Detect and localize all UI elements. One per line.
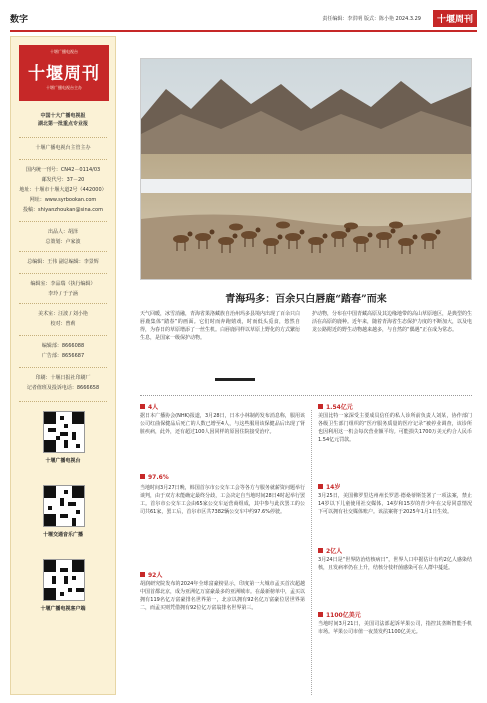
sidebar: [10, 36, 116, 695]
printer: 印刷：十堰日报社印刷厂: [35, 375, 91, 381]
masthead: [19, 45, 109, 101]
brief-heading: 97.6%: [140, 474, 169, 481]
qr-code-icon: [44, 486, 84, 526]
brief-heading: 14岁: [318, 482, 340, 491]
phone-editorial: 编辑部：8666088: [41, 343, 85, 349]
brief-text: 胡润研究院发布的2024年全球富豪榜显示，印度第一大城市孟买首次超越中国首都北京，成为亚洲亿万富豪最多的亚洲城市。在最新榜单中，孟买以拥有119名亿万富豪排名世界第一，北京以拥有92名亿万富豪位居世界第二，而孟买则凭借拥有92位亿万富翁排名世界第三。: [140, 581, 305, 611]
divider: [19, 251, 107, 252]
brief-heading: 4人: [140, 402, 158, 411]
address: 地址：十堰市十堰大道2号（442000）: [19, 187, 107, 193]
masthead-tiny: 十堰广播电视台主办: [46, 85, 82, 90]
qr-label: 十堰广播电视客户端: [40, 606, 86, 612]
masthead-small: 十堰广播电视台: [50, 49, 78, 54]
proofreader: 校对：曾莉: [50, 321, 76, 327]
phone-ads: 广告部：8656687: [41, 353, 85, 359]
brief-heading: 1.54亿元: [318, 402, 353, 411]
brief-text: 3月25日，美国佛罗里达州州长罗恩·德桑蒂斯签署了一项法案，禁止14岁以下儿童使用社交媒体，14岁和15岁的青少年在父母同意情况下可以拥有社交媒体账户。该法案将于2025年1月1日生效。: [318, 493, 472, 515]
qr-label: 十堰交通音乐广播: [42, 532, 83, 538]
art-room: 美术室：汪波 / 刘小艳: [38, 311, 88, 317]
column-divider: [311, 410, 312, 695]
editor-meta: 责任编辑：李洪明 版式：陈小艳 2024.3.29: [322, 16, 421, 22]
divider: [19, 159, 107, 160]
slogan-line-2: 湖北第一批重点专业报: [37, 121, 88, 127]
qr-label: 十堰广播电视台: [45, 458, 81, 464]
header-brand: 十堰周刊: [433, 10, 477, 27]
brief-heading: 2亿人: [318, 546, 342, 555]
divider: [19, 273, 107, 274]
sponsor: 十堰广播电视台主管主办: [35, 145, 91, 151]
editors: 李玲 / 于子涵: [48, 291, 78, 297]
page-header: [10, 8, 477, 32]
brief-text: 美国比特一家深受主要成员信任的私人诊所前负责人刘某，协作部门各级卫生部门组织的“医疗服务质量的医疗记录”被停业调查，该诊所也因利用这一机会每次营业额平均。可能损失1700万美元约合人民币1.54亿元罚款。: [318, 413, 472, 443]
qr-code-icon: [44, 560, 84, 600]
deer-herd-image: [141, 59, 471, 279]
editing-room: 编辑室：李品瑞（执行编辑）: [30, 281, 96, 287]
divider: [19, 303, 107, 304]
masthead-title: 十堰周刊: [28, 64, 100, 84]
brief-text: 据日本广播协会(NHK)报道，3月28日，日本小林制药发布消息称，服用该公司红曲保健品后死亡的人数已增至4人，与这些服用该保健品后出现了肾脏疾病，此外，还有超过100人因同样的原因住院接受治疗。: [140, 413, 305, 435]
postal-code: 邮发代号：37－20: [41, 177, 85, 183]
website: 网址：www.syrbookan.com: [29, 197, 97, 203]
qr-code: [43, 485, 85, 527]
brief-heading: 1100亿美元: [318, 610, 361, 619]
article-col-1: 天气回暖，冰雪消融，青海省果洛藏族自治州玛多县境内出现了百余只白唇鹿集体“踏春”的画面。它们时而奔跑嬉戏，时而低头觅食，悠然自得，为春日的草原增添了一丝生机。白唇鹿同样以草原上野化的方式繁衍生息，是国家一级保护动物。: [140, 311, 300, 341]
brief-text: 当地时间3月21日，美国司法部起诉苹果公司，指控其垄断智能手机市场。苹果公司市值一夜蒸发约1100亿美元。: [318, 621, 472, 635]
title-underline: [215, 378, 255, 381]
deer-photo: [140, 58, 472, 280]
brief-text: 3月24日是“世界防治结核病日”，世界人口中据估计有约2亿人感染结核，且发病率仍在上升，结核分枝杆菌感染可在人群中蔓延。: [318, 557, 472, 571]
divider: [19, 401, 107, 402]
qr-code: [43, 411, 85, 453]
brief-text: 当地时间3月27日晚，韩国首尔市公交车工会等各方与服务就薪资问题举行谈判，由于双方未能确定最终分歧，工会决定自当地时间28日4时起举行罢工。首尔市公交车工会由65家公交车运营商组成，其中参与此次罢工的公司共61家，罢工后，首尔市区共7382辆公交车中约97.6%停驶。: [140, 485, 305, 515]
article-col-2: 护动物，分布在中国青藏高原及其边缘地带的高山草原地区，是典型的生活在高原的鹿种。近年来，随着青海省生态保护力度的不断加大，以及电龙公路附近的野生动物越来越多，与自然的“偶遇”正在成为常态。: [312, 311, 472, 333]
qr-code: [43, 559, 85, 601]
qr-code-icon: [44, 412, 84, 452]
section-name: 数字: [10, 15, 29, 25]
chief-editors: 总编辑：王伟 副总编辑：李景辉: [27, 259, 99, 265]
divider: [19, 221, 107, 222]
publisher: 出品人：胡泽: [47, 229, 78, 235]
supervisor: 总策划：卢家波: [45, 239, 81, 245]
email: 投稿：shiyanzhoukan@sina.com: [23, 207, 103, 213]
cn-number: 国内统一刊号：CN42－0114/03: [25, 167, 101, 173]
brief-heading: 92人: [140, 570, 162, 579]
divider: [19, 335, 107, 336]
slogan-line-1: 中国十大广播电视报: [40, 113, 86, 119]
divider: [19, 137, 107, 138]
article-title: 青海玛多：百余只白唇鹿“踏春”而来: [225, 294, 387, 305]
divider: [19, 367, 107, 368]
report-phone: 记者值班及投诉电话：8666658: [26, 385, 100, 391]
